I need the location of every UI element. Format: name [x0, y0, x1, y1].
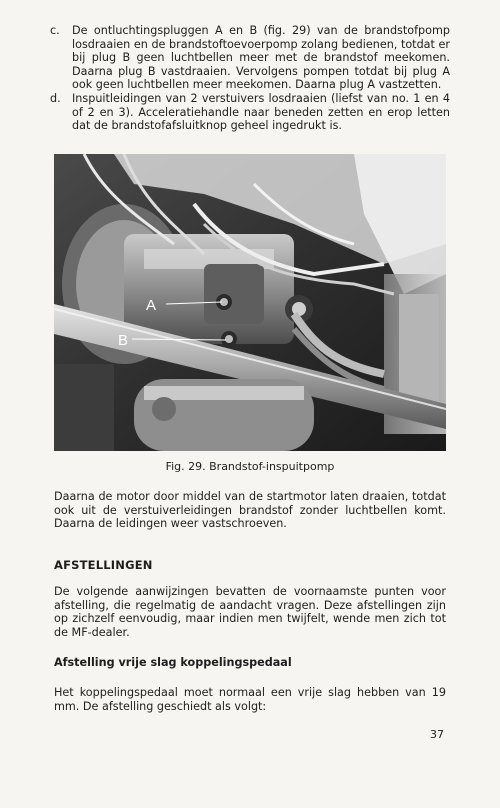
label-plug-b: B: [118, 332, 129, 349]
label-plug-a: A: [146, 297, 157, 314]
paragraph-start-motor: Daarna de motor door middel van de startmotor laten draaien, totdat ook uit de verstuiverleidingen brandstof zonder luchtbellen komt. Daarna de leidingen weer vastschroeven.: [54, 490, 446, 531]
engine-photo-illustration: [54, 154, 446, 451]
instruction-list: [50, 24, 450, 133]
section-heading: AFSTELLINGEN: [54, 558, 153, 572]
fuel-injection-pump-photo: [54, 154, 446, 451]
paragraph-clutch-free-play: Het koppelingspedaal moet normaal een vrije slag hebben van 19 mm. De afstelling geschiedt als volgt:: [54, 686, 446, 713]
list-text: De ontluchtingspluggen A en B (fig. 29) van de brandstofpomp losdraaien en de brandstoftoevoerpomp zolang bedienen, totdat er bij plug B geen luchtbellen meer met de brandstof meekomen. Daarna plug B vastdraaien. Vervolgens pompen totdat bij plug A ook geen luchtbellen meer meekomen. Daarna plug A vastzetten.: [72, 24, 450, 92]
list-marker: c.: [50, 24, 60, 37]
paragraph-adjustments-intro: De volgende aanwijzingen bevatten de voornaamste punten voor afstelling, die regelmatig de aandacht vragen. Deze afstellingen zijn op zichzelf eenvoudig, maar indien men twijfelt, wende men zich tot de MF-dealer.: [54, 585, 446, 639]
subheading-clutch-pedal: Afstelling vrije slag koppelingspedaal: [54, 656, 292, 669]
list-marker: d.: [50, 91, 61, 105]
list-text: Inspuitleidingen van 2 verstuivers losdraaien (liefst van no. 1 en 4 of 2 en 3). Acceleratiehandle naar beneden zetten en erop letten dat de brandstofafsluitknop geheel ingedrukt is.: [72, 91, 450, 133]
figure-caption: Fig. 29. Brandstof-inspuitpomp: [165, 460, 335, 473]
page-number: 37: [430, 728, 444, 741]
list-item-d: [50, 92, 450, 133]
list-item-c: [50, 24, 450, 92]
